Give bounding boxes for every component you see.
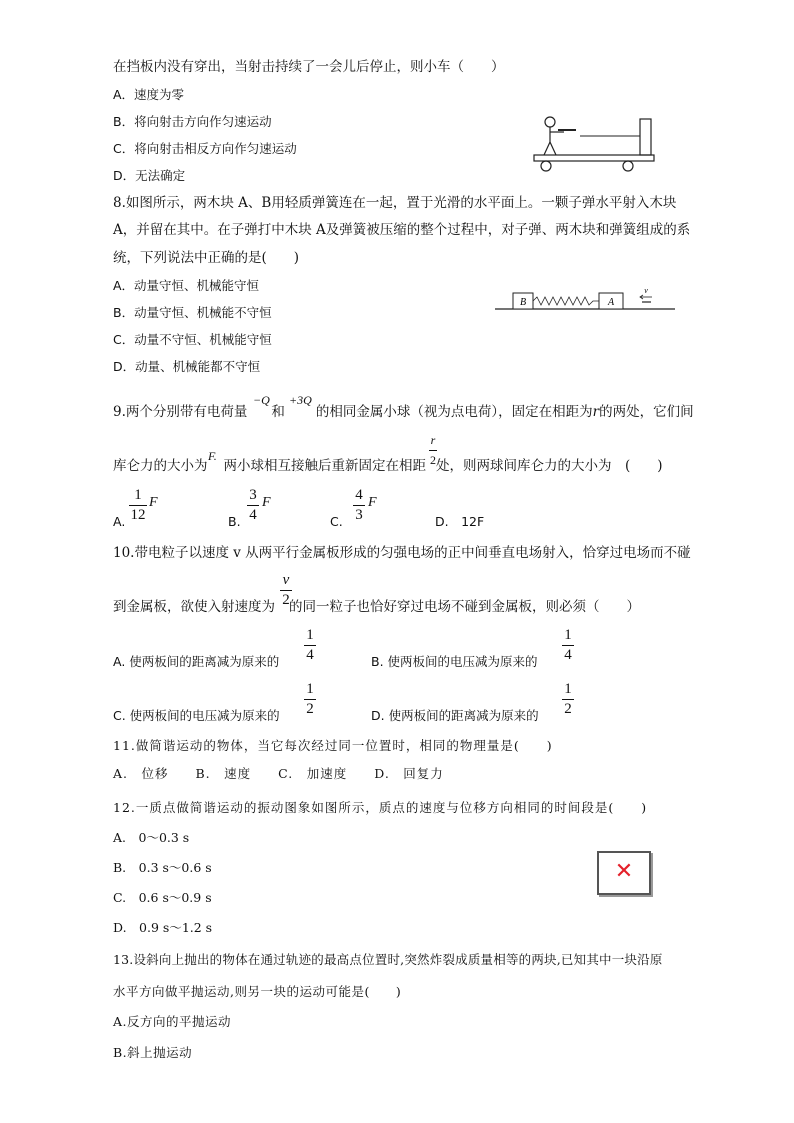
q9-stem-line2 xyxy=(113,458,663,474)
q10-option-a: A. 使两板间的距离减为原来的 xyxy=(113,654,280,669)
q10-option-c-fraction: 1 2 xyxy=(304,682,316,717)
q11-options: A. 位移 B. 速度 C. 加速度 D. 回复力 xyxy=(113,766,444,781)
q9-stem-line1 xyxy=(113,404,694,420)
q8-fig-label-v: v xyxy=(644,286,648,295)
q10-option-d-fraction: 1 2 xyxy=(562,682,574,717)
q9-option-c-fraction: 4 3 xyxy=(353,488,365,523)
q9-fraction-r-over-2: r 2 xyxy=(430,433,436,467)
q9-option-c-f: F xyxy=(368,495,377,510)
q13-option-a: A.反方向的平抛运动 xyxy=(113,1014,232,1029)
q9-option-a-fraction: 1 12 xyxy=(130,487,146,523)
q12-option-d: D. 0.9 s～1.2 s xyxy=(113,920,213,935)
q9-text-5: 两小球相互接触后重新固定在相距 xyxy=(223,458,426,474)
q10-option-d: D. 使两板间的距离减为原来的 xyxy=(371,708,539,723)
q8-stem-line3: 统，下列说法中正确的是( ) xyxy=(113,250,300,266)
q9-text-6: 处，则两球间库仑力的大小为 ( ) xyxy=(436,458,663,474)
q9-text-4: 库仑力的大小为 xyxy=(113,458,208,474)
q12-option-b: B. 0.3 s～0.6 s xyxy=(113,860,212,875)
q10-text-1: 到金属板，欲使入射速度为 xyxy=(113,599,275,615)
q7-option-a: A．速度为零 xyxy=(113,87,185,102)
q10-fraction-v-over-2: v 2 xyxy=(280,573,292,608)
q9-option-b-fraction: 3 4 xyxy=(247,488,259,523)
q9-option-a: A. xyxy=(113,514,126,529)
q10-stem-line2 xyxy=(113,599,640,615)
q10-option-b-fraction: 1 4 xyxy=(562,628,574,663)
q9-option-d: D. 12F xyxy=(435,514,485,529)
q9-r: r xyxy=(592,404,600,420)
q9-option-b-f: F xyxy=(262,495,271,510)
q10-option-b: B. 使两板间的电压减为原来的 xyxy=(371,654,538,669)
broken-image-icon: ✕ xyxy=(597,851,651,895)
q8-stem-line1: 8.如图所示，两木块 A、B用轻质弹簧连在一起，置于光滑的水平面上。一颗子弹水平射入木块 xyxy=(113,195,677,211)
q8-spring-figure xyxy=(493,285,677,315)
q13-stem-line1: 13.设斜向上抛出的物体在通过轨迹的最高点位置时,突然炸裂成质量相等的两块,已知其中一块沿原 xyxy=(113,952,663,967)
q9-text-1: 9.两个分别带有电荷量 xyxy=(113,404,248,420)
q9-option-b: B. xyxy=(228,514,241,529)
q8-option-c: C．动量不守恒、机械能守恒 xyxy=(113,332,272,347)
q10-option-a-fraction: 1 4 xyxy=(304,628,316,663)
q9-text-and: 和 xyxy=(271,404,285,420)
q9-option-a-f: F xyxy=(149,495,158,510)
q9-pos-q: +3Q xyxy=(289,393,312,407)
q8-option-a: A．动量守恒、机械能守恒 xyxy=(113,278,260,293)
q7-cart-figure xyxy=(530,112,660,176)
q7-option-b: B．将向射击方向作匀速运动 xyxy=(113,114,272,129)
q8-option-d: D．动量、机械能都不守恒 xyxy=(113,359,261,374)
q9-force-f: F. xyxy=(208,449,217,463)
q11-stem: 11.做简谐运动的物体，当它每次经过同一位置时，相同的物理量是( ) xyxy=(113,738,553,753)
q10-option-c: C. 使两板间的电压减为原来的 xyxy=(113,708,280,723)
q9-neg-q: −Q xyxy=(253,393,270,407)
q13-option-b: B.斜上抛运动 xyxy=(113,1045,193,1060)
q13-stem-line2: 水平方向做平抛运动,则另一块的运动可能是( ) xyxy=(113,984,402,999)
q8-fig-label-b: B xyxy=(519,297,527,308)
q9-text-2: 的相同金属小球（视为点电荷），固定在相距为 xyxy=(315,404,593,420)
q10-stem-line1: 10.带电粒子以速度 v 从两平行金属板形成的匀强电场的正中间垂直电场射入，恰穿过电场而不碰 xyxy=(113,545,691,561)
q7-option-d: D．无法确定 xyxy=(113,168,186,183)
q8-fig-label-a: A xyxy=(607,297,615,308)
q9-option-c: C. xyxy=(330,514,343,529)
q9-text-3: 的两处，它们间 xyxy=(599,404,694,420)
q10-text-2: 的同一粒子也恰好穿过电场不碰到金属板，则必须（ ） xyxy=(289,599,640,615)
q12-option-a: A. 0～0.3 s xyxy=(113,830,190,845)
q12-stem: 12.一质点做简谐运动的振动图象如图所示，质点的速度与位移方向相同的时间段是( ) xyxy=(113,800,648,815)
q8-option-b: B．动量守恒、机械能不守恒 xyxy=(113,305,272,320)
q8-stem-line2: A，并留在其中。在子弹打中木块 A及弹簧被压缩的整个过程中，对子弹、两木块和弹簧组成的系 xyxy=(113,222,691,238)
q7-option-c: C．将向射击相反方向作匀速运动 xyxy=(113,141,297,156)
q12-option-c: C. 0.6 s～0.9 s xyxy=(113,890,212,905)
q7-stem: 在挡板内没有穿出，当射击持续了一会儿后停止，则小车（ ） xyxy=(113,59,505,75)
